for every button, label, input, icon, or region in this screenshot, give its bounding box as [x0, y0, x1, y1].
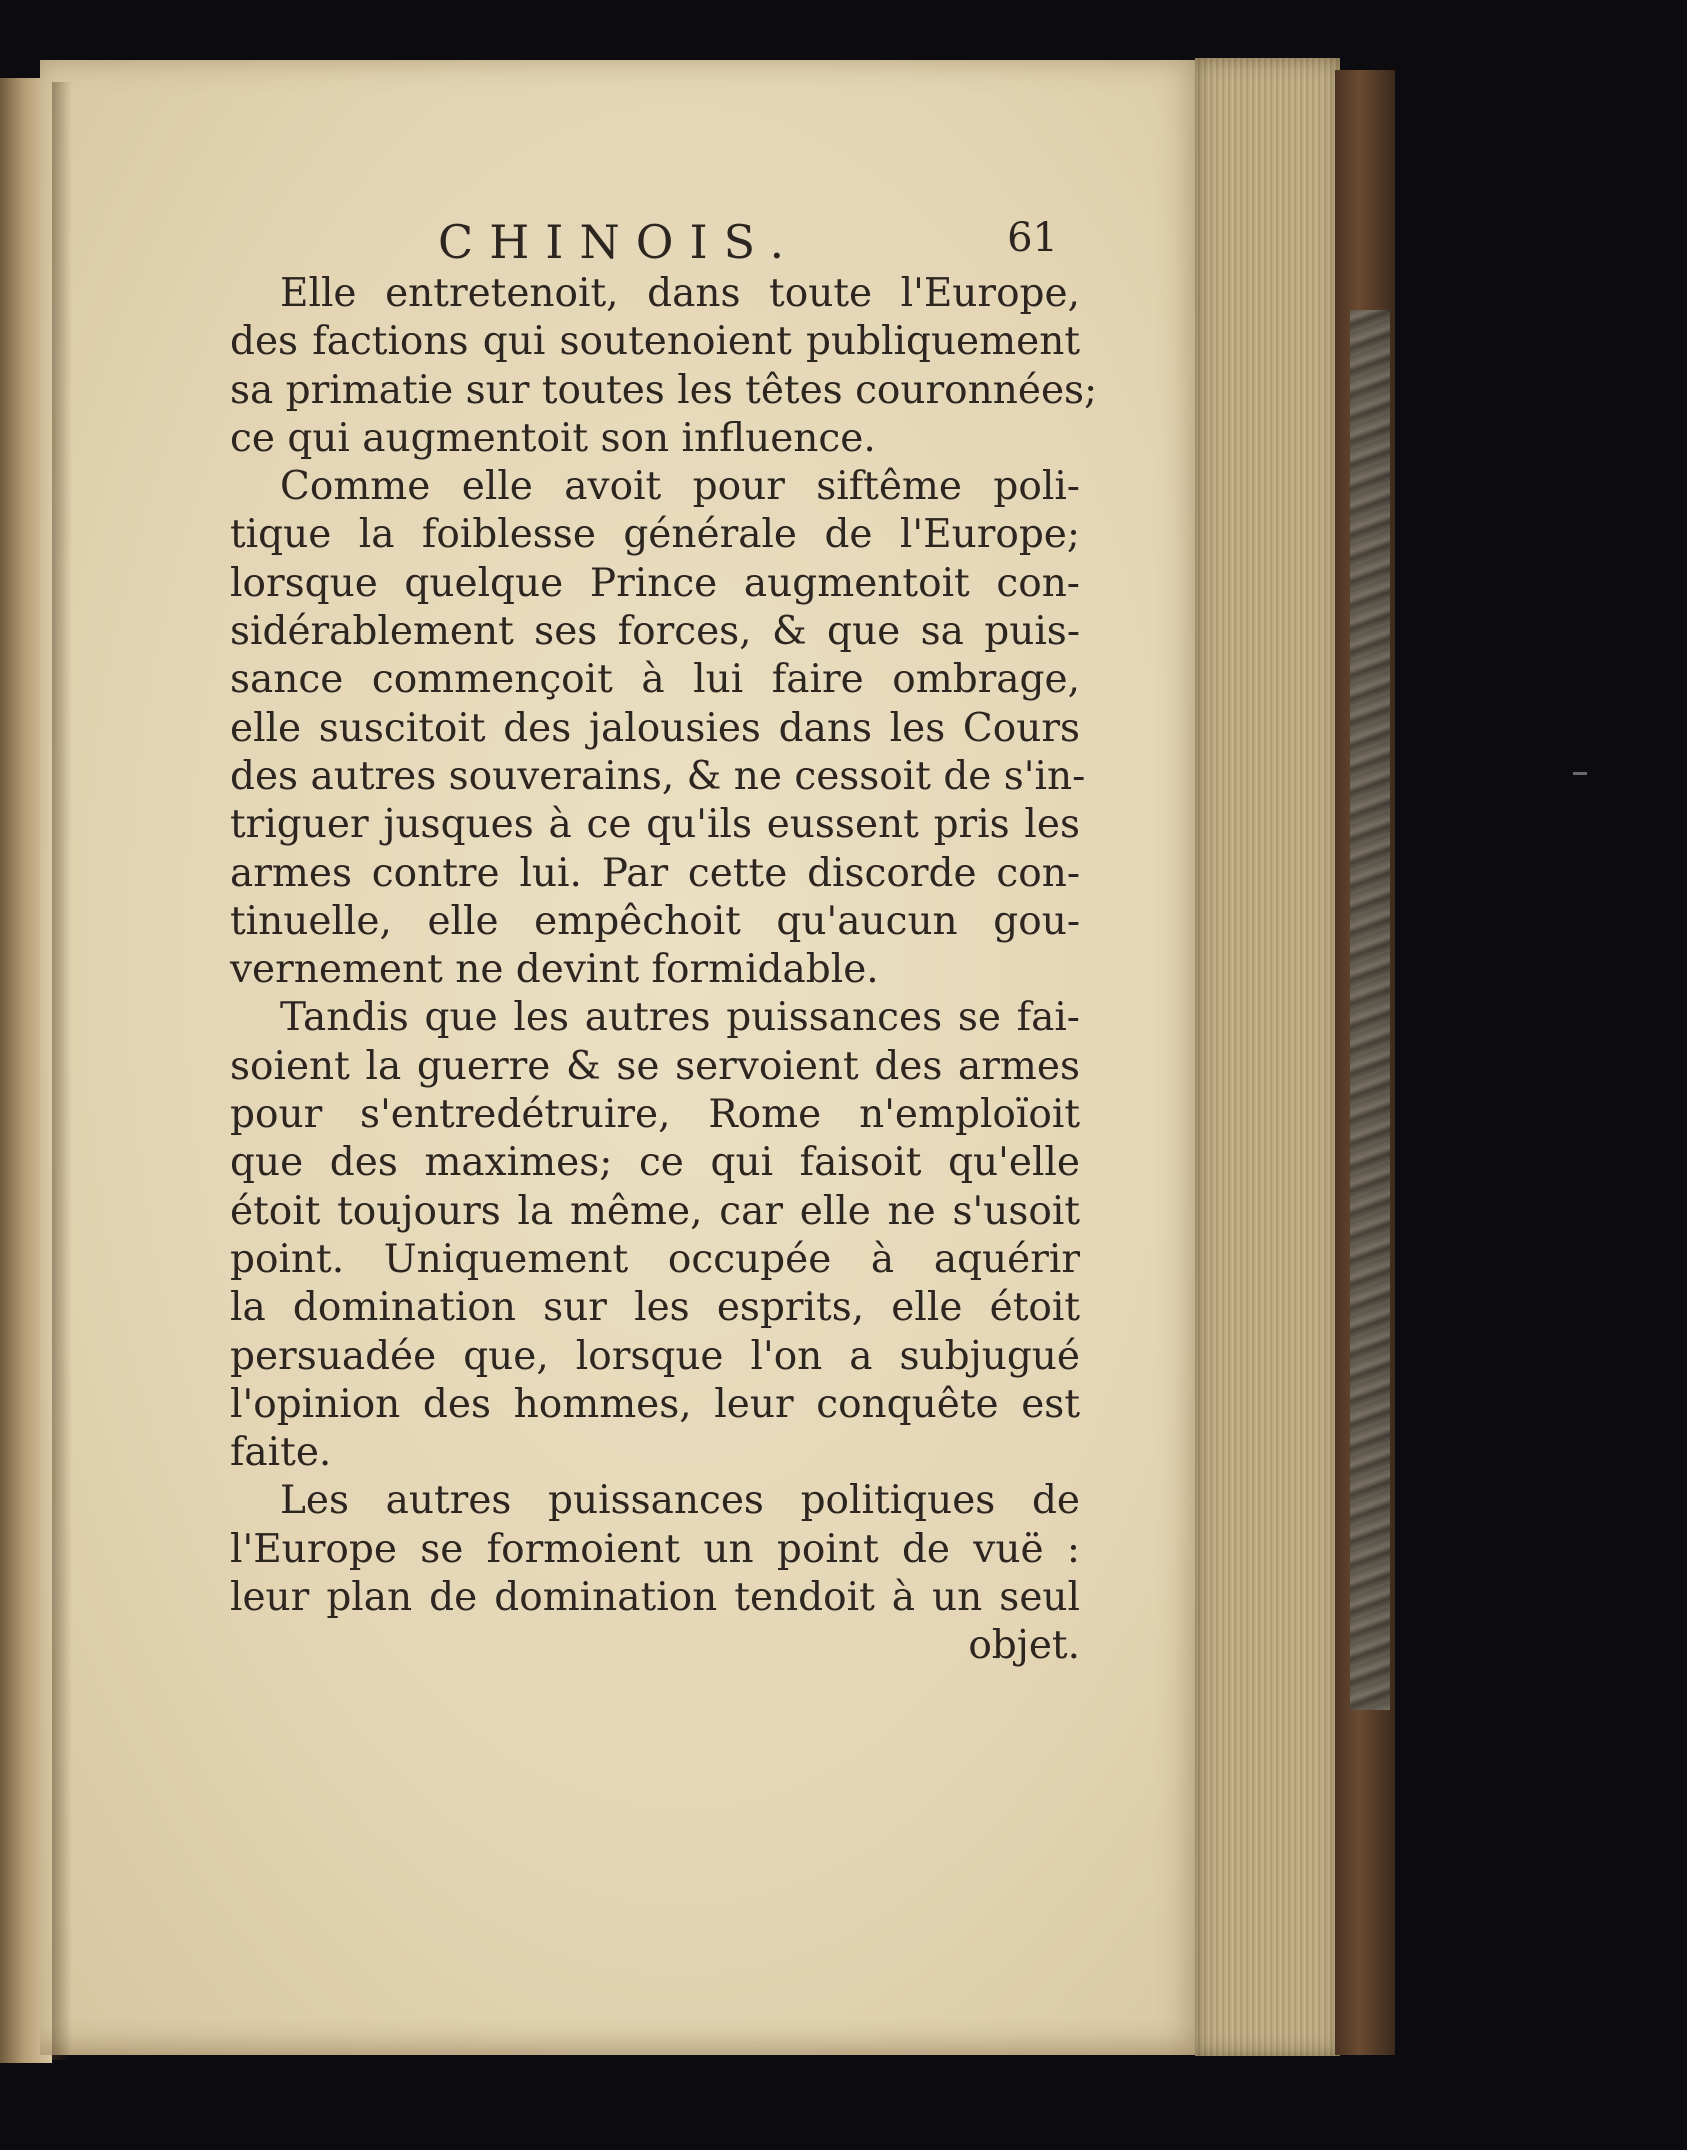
page-number: 61: [1007, 215, 1058, 261]
text-line: Les autres puissances politiques de: [280, 1478, 1080, 1524]
gutter-shadow: [52, 82, 72, 2060]
text-line: sa primatie sur toutes les têtes couronnées;: [230, 367, 1098, 413]
page-block-edges: [1195, 58, 1340, 2056]
text-line: des factions qui soutenoient publiquement: [230, 319, 1080, 365]
text-line: des autres souverains, & ne cessoit de s'in-: [230, 753, 1086, 799]
text-line: que des maximes; ce qui faisoit qu'elle: [230, 1140, 1080, 1186]
text-line: Comme elle avoit pour siftême poli-: [280, 464, 1080, 510]
running-header: [438, 215, 1058, 267]
background-mark: [1573, 772, 1587, 775]
text-line: la domination sur les esprits, elle étoit: [230, 1285, 1080, 1331]
text-line: armes contre lui. Par cette discorde con-: [230, 850, 1080, 896]
text-line: leur plan de domination tendoit à un seul: [230, 1575, 1080, 1621]
text-line: lorsque quelque Prince augmentoit con-: [230, 560, 1080, 606]
page-body: [230, 270, 1098, 1671]
text-line: triguer jusques à ce qu'ils eussent pris les: [230, 802, 1080, 848]
text-line: sance commençoit à lui faire ombrage,: [230, 657, 1080, 703]
text-line: Tandis que les autres puissances se fai-: [280, 995, 1080, 1041]
text-line: faite.: [230, 1430, 332, 1476]
catchword: objet.: [968, 1623, 1080, 1669]
text-line: l'Europe se formoient un point de vuë :: [230, 1526, 1080, 1572]
text-line: tique la foiblesse générale de l'Europe;: [230, 512, 1080, 558]
text-line: ce qui augmentoit son influence.: [230, 415, 876, 461]
text-line: soient la guerre & se servoient des armes: [230, 1043, 1080, 1089]
text-line: point. Uniquement occupée à aquérir: [230, 1236, 1080, 1282]
text-line: tinuelle, elle empêchoit qu'aucun gou-: [230, 898, 1080, 944]
text-line: l'opinion des hommes, leur conquête est: [230, 1381, 1080, 1427]
text-line: sidérablement ses forces, & que sa puis-: [230, 609, 1080, 655]
text-line: étoit toujours la même, car elle ne s'usoit: [230, 1188, 1080, 1234]
text-line: Elle entretenoit, dans toute l'Europe,: [280, 271, 1080, 316]
running-title: CHINOIS.: [438, 215, 801, 269]
text-line: pour s'entredétruire, Rome n'emploïoit: [230, 1092, 1080, 1138]
text-line: vernement ne devint formidable.: [230, 947, 879, 993]
text-line: persuadée que, lorsque l'on a subjugué: [230, 1333, 1080, 1379]
cover-marbling: [1350, 310, 1390, 1710]
text-line: elle suscitoit des jalousies dans les Cours: [230, 705, 1080, 751]
